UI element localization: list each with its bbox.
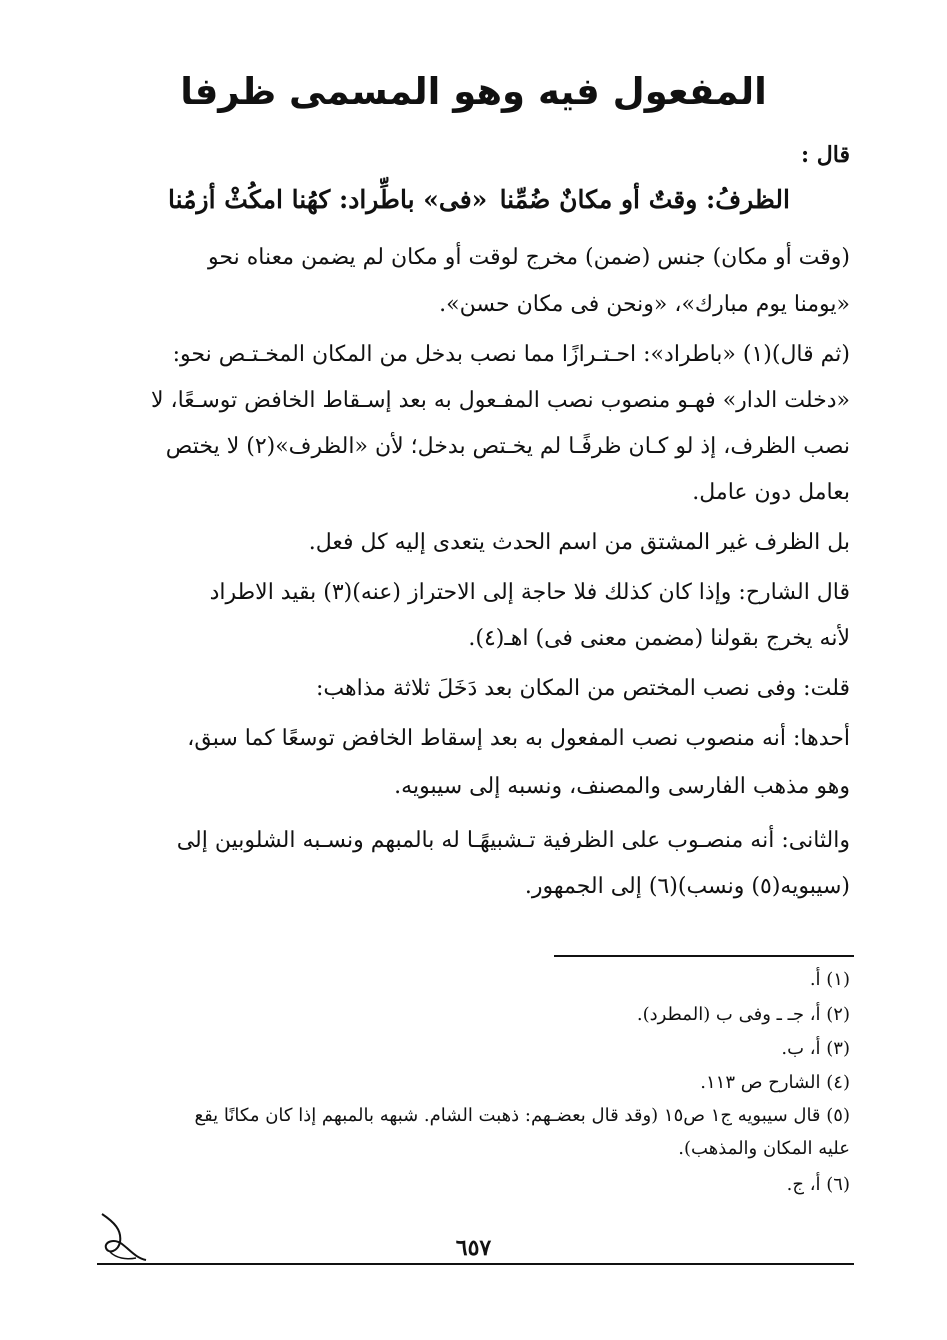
text-line: أحدها: أنه منصوب نصب المفعول به بعد إسقاط الخافض توسعًا كما سبق، bbox=[187, 726, 850, 751]
text-line: والثانى: أنه منصـوب على الظرفية تـشبيهًـا له بالمبهم ونسـبه الشلوبين إلى bbox=[176, 828, 850, 853]
text-line: لأنه يخرج بقولنا (مضمن معنى فى) اهـ(٤). bbox=[468, 626, 850, 651]
verse-left-hemistich: «فى» باطِّراد: كهُنا امكُثْ أزمُنا bbox=[168, 185, 488, 214]
footnote: (٤) الشارح ص ١١٣. bbox=[700, 1072, 850, 1093]
footnote: (٢) أ، جـ ـ وفى ب (المطرد). bbox=[636, 1004, 850, 1025]
text-line: (وقت أو مكان) جنس (ضمن) مخرج لوقت أو مكان لم يضمن معناه نحو bbox=[208, 245, 850, 270]
verse-right-hemistich: الظرفُ: وقتٌ أو مكانٌ ضُمِّنا bbox=[499, 185, 790, 214]
text-line: بعامل دون عامل. bbox=[692, 480, 850, 505]
text-line: قال الشارح: وإذا كان كذلك فلا حاجة إلى الاحتراز (عنه)(٣) بقيد الاطراد bbox=[209, 580, 850, 605]
text-line: بل الظرف غير المشتق من اسم الحدث يتعدى إليه كل فعل. bbox=[308, 530, 850, 555]
footnote: (٥) قال سيبويه ج١ ص١٥ (وقد قال بعضـهم: ذهبت الشام. شبهه بالمبهم إذا كان مكانًا يقع bbox=[194, 1105, 850, 1126]
chapter-title: المفعول فيه وهو المسمى ظرفا bbox=[180, 70, 767, 113]
footnote: (١) أ. bbox=[809, 969, 850, 990]
text-line: (سيبويه(٥) ونسب)(٦) إلى الجمهور. bbox=[524, 874, 850, 899]
footnote: (٣) أ، ب. bbox=[781, 1038, 850, 1059]
text-line: «يومنا يوم مبارك»، «ونحن فى مكان حسن». bbox=[439, 292, 850, 317]
footnote: (٦) أ، ج. bbox=[786, 1174, 850, 1195]
footnote-separator bbox=[554, 955, 854, 957]
bottom-rule bbox=[97, 1263, 854, 1265]
qala-label: قال : bbox=[801, 142, 850, 168]
footnote: عليه المكان والمذهب). bbox=[678, 1138, 850, 1159]
text-line: وهو مذهب الفارسى والمصنف، ونسبه إلى سيبويه. bbox=[394, 774, 850, 799]
text-line: قلت: وفى نصب المختص من المكان بعد دَخَلَ ثلاثة مذاهب: bbox=[315, 676, 850, 701]
text-line: نصب الظرف، إذ لو كـان ظرفًـا لم يخـتص بدخل؛ لأن «الظرف»(٢) لا يختص bbox=[165, 434, 850, 459]
text-line: «دخلت الدار» فهـو منصوب نصب المفـعول به بعد إسـقاط الخافض توسـعًا، لا bbox=[150, 388, 850, 413]
text-line: (ثم قال)(١) «باطراد»: احـتـرازًا مما نصب بدخل من المكان المخـتـص نحو: bbox=[172, 342, 850, 367]
page-number: ٦٥٧ bbox=[455, 1235, 492, 1261]
